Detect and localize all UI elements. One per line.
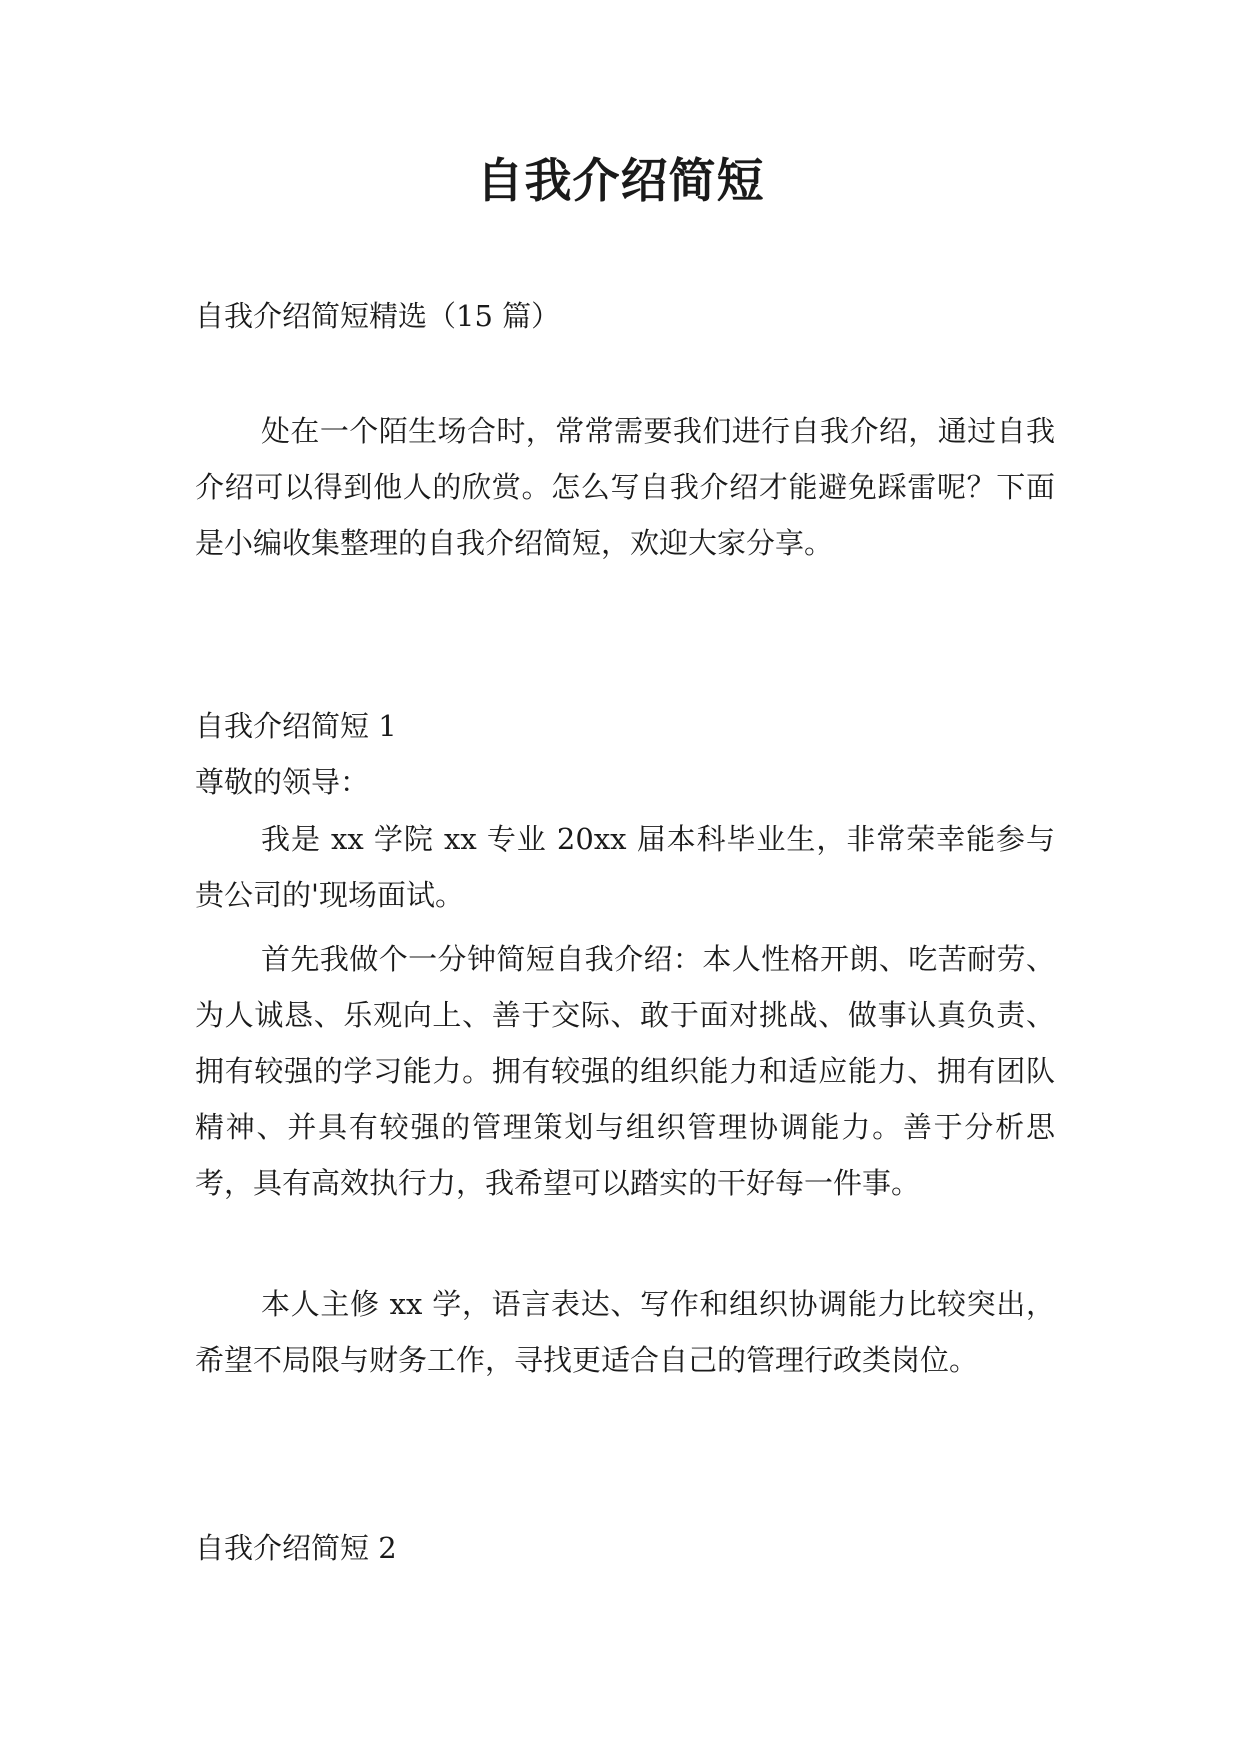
section1-paragraph: 首先我做个一分钟简短自我介绍：本人性格开朗、吃苦耐劳、为人诚恳、乐观向上、善于交际、敢于面对挑战、做事认真负责、拥有较强的学习能力。拥有较强的组织能力和适应能力、拥有团队精神、并具有较强的管理策划与组织管理协调能力。善于分析思考，具有高效执行力，我希望可以踏实的干好每一件事。 [195, 942, 1055, 1200]
document-title: 自我介绍简短 [476, 154, 765, 209]
section1-paragraph: 本人主修 xx 学，语言表达、写作和组织协调能力比较突出，希望不局限与财务工作，寻找更适合自己的管理行政类岗位。 [195, 1287, 1055, 1377]
section-heading-1: 自我介绍简短 1 [195, 709, 397, 743]
intro-paragraph: 处在一个陌生场合时，常常需要我们进行自我介绍，通过自我介绍可以得到他人的欣赏。怎么写自我介绍才能避免踩雷呢？下面是小编收集整理的自我介绍简短，欢迎大家分享。 [195, 414, 1055, 560]
salutation: 尊敬的领导： [195, 765, 370, 799]
section1-paragraph: 我是 xx 学院 xx 专业 20xx 届本科毕业生，非常荣幸能参与贵公司的'现场面试。 [195, 822, 1055, 912]
document-subtitle: 自我介绍简短精选（15 篇） [195, 299, 561, 333]
section-heading-2: 自我介绍简短 2 [195, 1531, 397, 1565]
